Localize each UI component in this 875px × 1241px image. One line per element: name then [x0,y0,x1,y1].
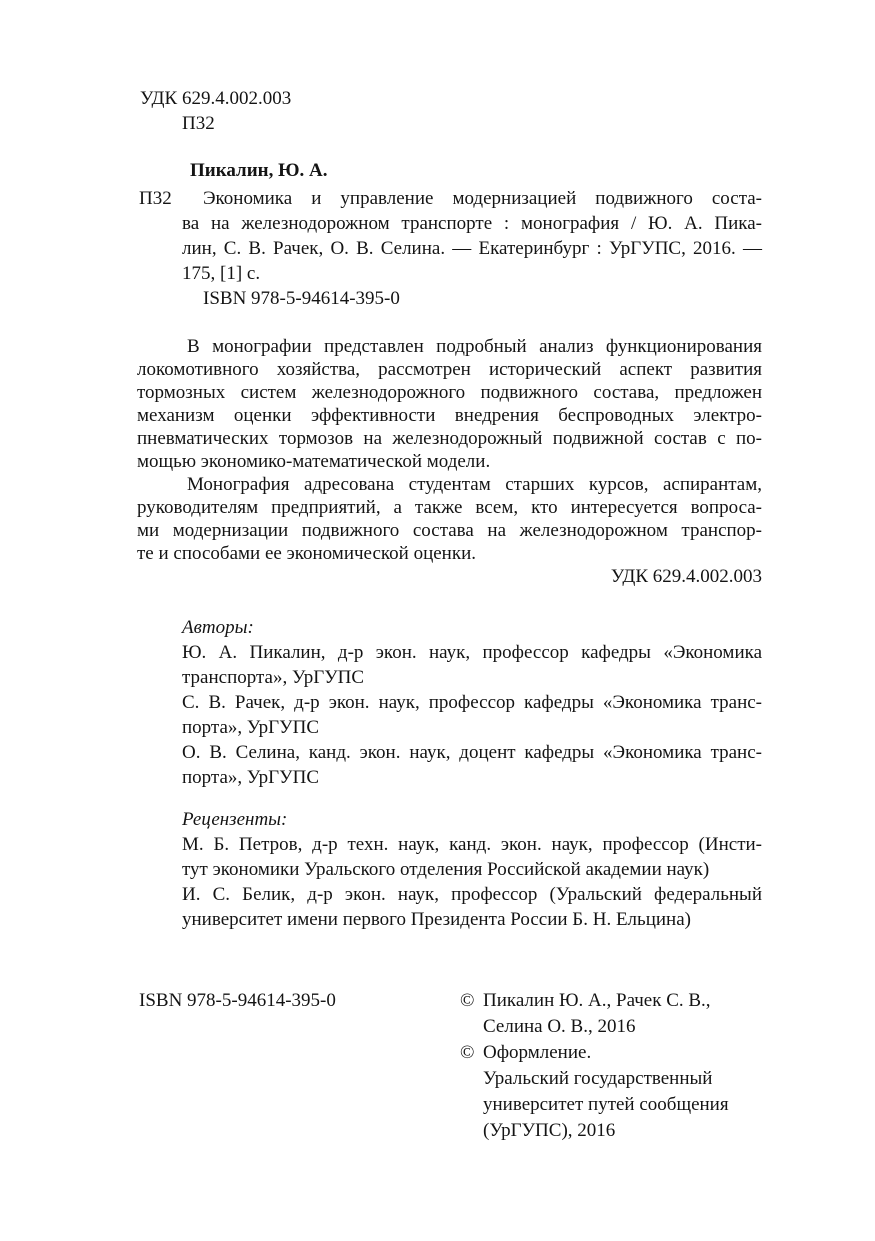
copyright-symbol: © [460,1042,475,1063]
top-codes [140,86,291,136]
annotation-paragraph-1: В монографии представлен подробный анализ функционирования локомотивного хозяйства, рассмотрен исторический аспект развития тормозных систем железнодорожного подвижного состава, предложен механизм оценки эффективности внедрения беспроводных электро- пневматических тормозов на железнодорожный подвижной состав с по- мощью экономико-математической модели. [137,336,762,472]
isbn-line: ISBN 978-5-94614-395-0 [203,288,400,309]
reviewers-section [182,807,762,932]
udk-number: 629.4.002.003 [182,88,292,109]
author-entry: С. В. Рачек, д-р экон. наук, профессор кафедры «Экономика транс- порта», УрГУПС [182,692,762,738]
author-entry: О. В. Селина, канд. экон. наук, доцент кафедры «Экономика транс- порта», УрГУПС [182,742,762,788]
bibliographic-description: Экономика и управление модернизацией подвижного соста- ва на железнодорожном транспорте : монография / Ю. А. Пика- лин, С. В. Рачек, О. В. Селина. — Екатеринбург : УрГУПС, 2016. — 175, [1] с. [182,188,762,284]
catalog-card [139,186,762,311]
copyright-entry [460,1040,745,1144]
udk-code-line [140,86,291,111]
copyright-holder-authors: Пикалин Ю. А., Рачек С. В., Селина О. В., 2016 [483,990,711,1037]
catalog-card-code: П32 [139,188,172,209]
reviewer-entry: М. Б. Петров, д-р техн. наук, канд. экон. наук, профессор (Инсти- тут экономики Уральского отделения Российской академии наук) [182,834,762,880]
bbk-code: П32 [182,113,215,134]
card-author-heading: Пикалин, Ю. А. [190,160,328,181]
udk-label: УДК [140,88,178,109]
annotation [137,335,762,588]
reviewer-entry: И. С. Белик, д-р экон. наук, профессор (Уральский федеральный университет имени первого Президента России Б. Н. Ельцина) [182,884,762,930]
udk-bottom-right: УДК 629.4.002.003 [610,566,762,587]
copyright-entry [460,988,745,1040]
copyright-symbol: © [460,990,475,1011]
footer-isbn: ISBN 978-5-94614-395-0 [139,990,336,1011]
reviewers-heading: Рецензенты: [182,809,288,830]
authors-heading: Авторы: [182,617,254,638]
author-entry: Ю. А. Пикалин, д-р экон. наук, профессор кафедры «Экономика транспорта», УрГУПС [182,642,762,688]
copyright-holder-university: Оформление. Уральский государственный университет путей сообщения (УрГУПС), 2016 [483,1042,729,1141]
annotation-paragraph-2: Монография адресована студентам старших курсов, аспирантам, руководителям предприятий, а также всем, кто интересуется вопроса- ми модернизации подвижного состава на железнодорожном транспор- те и способами ее экономической оценки. [137,474,762,564]
copyright-block [460,988,745,1144]
authors-section [182,615,762,790]
